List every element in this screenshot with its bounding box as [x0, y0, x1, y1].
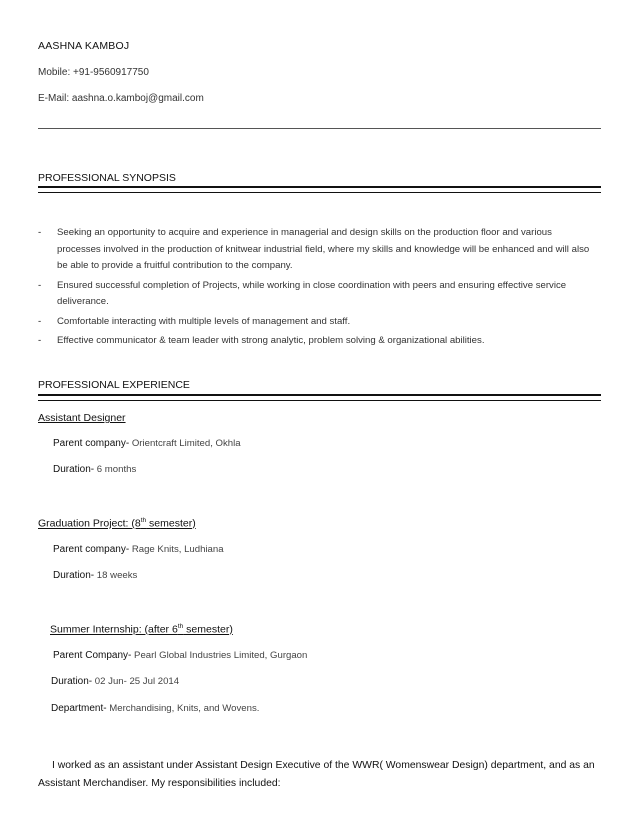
experience-divider — [38, 394, 601, 401]
job-title-assistant-designer: Assistant Designer — [38, 412, 126, 424]
bullet-text: Seeking an opportunity to acquire and experience in managerial and design skills on the production floor and various processes involved in the production of knitwear industrial field, where my skills and knowledge will be enhanced and will also be able to provide a fruitful contribution to the company. — [57, 227, 590, 271]
duration-label: Duration- — [51, 676, 93, 687]
duration-value: 02 Jun- 25 Jul 2014 — [92, 676, 180, 687]
job3-company — [53, 650, 307, 661]
job-title-summer-internship — [50, 623, 233, 636]
job2-duration — [53, 570, 137, 581]
email-address: E-Mail: aashna.o.kamboj@gmail.com — [38, 93, 204, 104]
company-label: Parent Company- — [53, 650, 132, 661]
bullet-text: Comfortable interacting with multiple levels of management and staff. — [57, 315, 351, 327]
list-item: - Comfortable interacting with multiple levels of management and staff. — [38, 315, 351, 327]
department-value: Merchandising, Knits, and Wovens. — [106, 703, 260, 714]
synopsis-divider — [38, 186, 601, 193]
job1-duration — [53, 464, 136, 475]
mobile-number: Mobile: +91-9560917750 — [38, 67, 149, 78]
company-value: Orientcraft Limited, Okhla — [129, 438, 241, 449]
duration-label: Duration- — [53, 464, 95, 475]
job2-company — [53, 544, 224, 555]
list-item: - Ensured successful completion of Projects, while working in close coordination with peers and ensuring effective service deliverance. — [38, 279, 567, 307]
title-text-end: semester) — [146, 517, 196, 530]
duration-value: 6 months — [94, 464, 137, 475]
title-text: Summer Internship: (after 6 — [50, 623, 178, 636]
header-divider — [38, 128, 601, 129]
bullet-text: Ensured successful completion of Projects, while working in close coordination with peers and ensuring effective service deliverance. — [57, 279, 567, 307]
company-label: Parent company- — [53, 544, 130, 555]
title-text: Graduation Project: (8 — [38, 517, 141, 530]
duration-label: Duration- — [53, 570, 95, 581]
title-text-end: semester) — [183, 623, 233, 636]
department-label: Department- — [51, 703, 107, 714]
company-value: Pearl Global Industries Limited, Gurgaon — [131, 650, 308, 661]
synopsis-heading: PROFESSIONAL SYNOPSIS — [38, 172, 176, 184]
list-item: - Effective communicator & team leader with strong analytic, problem solving & organizational abilities. — [38, 335, 485, 346]
duration-value: 18 weeks — [94, 570, 138, 581]
job1-company — [53, 438, 241, 449]
bullet-text: Effective communicator & team leader with strong analytic, problem solving & organizational abilities. — [57, 335, 485, 346]
job3-department — [51, 703, 259, 714]
title-superscript: th — [140, 517, 147, 524]
title-superscript: th — [177, 623, 184, 630]
experience-heading: PROFESSIONAL EXPERIENCE — [38, 379, 190, 391]
company-label: Parent company- — [53, 438, 130, 449]
company-value: Rage Knits, Ludhiana — [129, 544, 224, 555]
job-title-graduation-project — [38, 517, 196, 530]
experience-summary: I worked as an assistant under Assistant Design Executive of the WWR( Womenswear Design) department, and as an Assistant Merchandiser. My responsibilities included: — [38, 760, 595, 789]
job3-duration — [51, 676, 179, 687]
synopsis-list — [38, 225, 598, 353]
list-item: - Seeking an opportunity to acquire and experience in managerial and design skills on the production floor and various processes involved in the production of knitwear industrial field, where my skills and knowledge will be enhanced and will also be able to provide a fruitful contribution to the company. — [38, 227, 590, 271]
candidate-name: AASHNA KAMBOJ — [38, 40, 130, 52]
